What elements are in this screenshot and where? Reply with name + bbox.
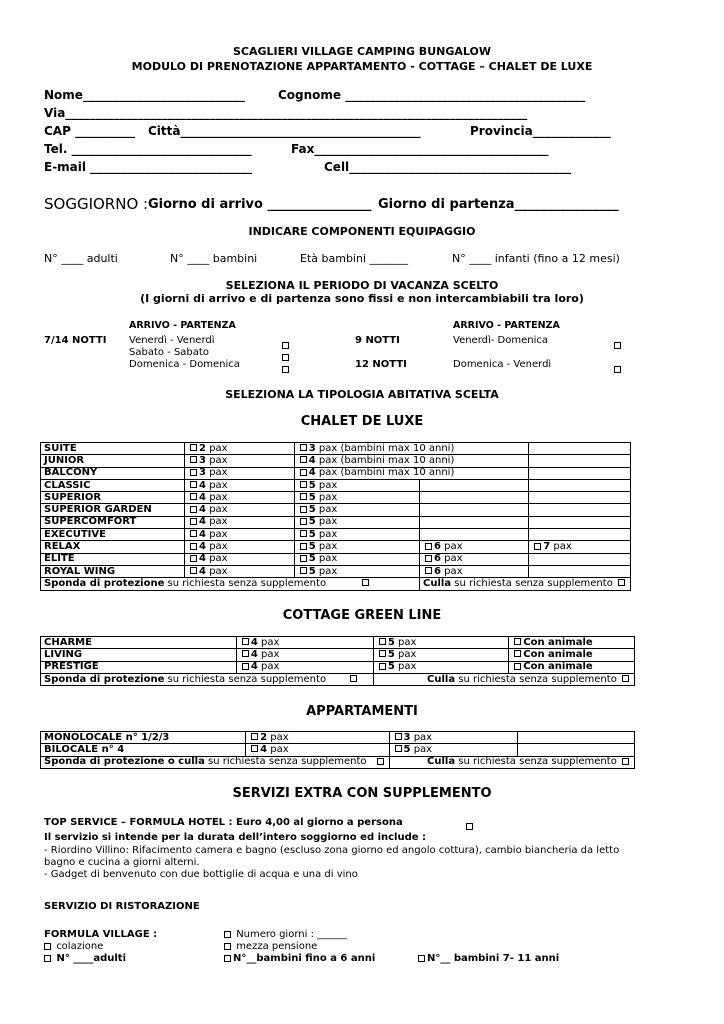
table-row [41, 492, 631, 504]
via-field[interactable]: Via_____________________________________________________________________________ [44, 106, 528, 120]
cottage-table [40, 636, 635, 686]
pax-option[interactable]: 4 pax [236, 649, 373, 661]
app-sponda-row: Sponda di protezione o culla su richiesta senza supplemento [41, 756, 390, 768]
checkbox-icon [300, 456, 307, 463]
adulti-option[interactable]: N° ____adulti [42, 953, 126, 964]
pax-option[interactable]: 3 pax [185, 467, 295, 479]
pax-option[interactable]: 5 pax [373, 661, 508, 673]
table-row [41, 529, 631, 541]
checkbox-icon [224, 931, 231, 938]
periodo-title: SELEZIONA IL PERIODO DI VACANZA SCELTO [225, 279, 499, 292]
checkbox-icon [242, 650, 249, 657]
row-name: MONOLOCALE n° 1/2/3 [41, 732, 246, 744]
checkbox-icon [300, 567, 307, 574]
pax-option[interactable]: 4 pax [185, 553, 295, 565]
bambini-6-option[interactable]: N°__bambini fino a 6 anni [222, 953, 375, 964]
notti-9-label: 9 NOTTI [355, 335, 400, 346]
con-animale-option[interactable]: Con animale [509, 661, 635, 673]
pax-option[interactable]: 6 pax [420, 565, 529, 577]
periodo-option-dom-ven: Domenica - Venerdì [453, 359, 552, 370]
pax-option[interactable]: 4 pax [236, 637, 373, 649]
checkbox-icon [300, 506, 307, 513]
table-row [41, 744, 635, 756]
email-field[interactable]: E-mail ___________________________ [44, 160, 253, 174]
checkbox-icon [379, 638, 386, 645]
appartamenti-table [40, 731, 635, 769]
eta-bambini-field[interactable]: Età bambini _______ [300, 252, 409, 265]
checkbox-icon [190, 530, 197, 537]
checkbox-icon [190, 518, 197, 525]
nome-field[interactable]: Nome___________________________ [44, 88, 245, 102]
row-name: SUPERIOR GARDEN [41, 504, 185, 516]
app-sponda-checkbox[interactable] [377, 758, 384, 765]
checkbox-icon [300, 543, 307, 550]
table-row [41, 661, 635, 673]
checkbox-icon [395, 745, 402, 752]
header-line-2: MODULO DI PRENOTAZIONE APPARTAMENTO - COTTAGE – CHALET DE LUXE [131, 60, 593, 73]
checkbox-icon [190, 481, 197, 488]
checkbox-dom-dom[interactable] [280, 359, 291, 378]
pax-option[interactable]: 4 pax [185, 479, 295, 491]
cottage-culla-row: Culla su richiesta senza supplemento [373, 673, 634, 685]
pax-option[interactable]: 5 pax [294, 492, 419, 504]
checkbox-dom-ven[interactable] [612, 359, 623, 378]
pax-option[interactable]: 5 pax [373, 637, 508, 649]
checkbox-icon [190, 567, 197, 574]
header-line-1: SCAGLIERI VILLAGE CAMPING BUNGALOW [233, 45, 491, 58]
checkbox-icon [190, 493, 197, 500]
chalet-title: CHALET DE LUXE [300, 414, 424, 429]
numero-giorni-option[interactable]: Numero giorni : ______ [222, 929, 347, 940]
row-name: SUPERCOMFORT [41, 516, 185, 528]
servizio-item-1b: bagno e cucina a giorni alterni. [44, 857, 200, 868]
notti-7-14-label: 7/14 NOTTI [44, 335, 107, 346]
checkbox-icon [224, 955, 231, 962]
appartamenti-title: APPARTAMENTI [306, 704, 418, 719]
table-row [41, 541, 631, 553]
checkbox-icon [44, 955, 51, 962]
row-name: SUITE [41, 443, 185, 455]
chalet-sponda-checkbox[interactable] [362, 579, 369, 586]
chalet-sponda-row: Sponda di protezione su richiesta senza supplemento [41, 578, 420, 590]
checkbox-icon [224, 943, 231, 950]
partenza-field[interactable]: Giorno di partenza________________ [378, 197, 619, 212]
pax-option[interactable]: 5 pax [294, 504, 419, 516]
table-row [41, 637, 635, 649]
table-row [41, 732, 635, 744]
pax-option[interactable]: 2 pax [185, 443, 295, 455]
cottage-title: COTTAGE GREEN LINE [282, 608, 442, 623]
pax-option[interactable]: 4 pax [185, 492, 295, 504]
checkbox-icon [534, 543, 541, 550]
table-row [41, 553, 631, 565]
pax-option[interactable]: 5 pax [373, 649, 508, 661]
chalet-table [40, 442, 631, 591]
table-row [41, 516, 631, 528]
checkbox-icon [190, 555, 197, 562]
row-name: SUPERIOR [41, 492, 185, 504]
tipologia-title: SELEZIONA LA TIPOLOGIA ABITATIVA SCELTA [225, 388, 499, 401]
row-name: JUNIOR [41, 455, 185, 467]
checkbox-icon [418, 955, 425, 962]
periodo-col-header-right: ARRIVO - PARTENZA [453, 320, 560, 331]
chalet-culla-checkbox[interactable] [618, 579, 625, 586]
mezza-pensione-option[interactable]: mezza pensione [222, 941, 317, 952]
soggiorno-label: SOGGIORNO : [44, 195, 149, 213]
pax-option[interactable]: 6 pax [420, 541, 529, 553]
pax-option[interactable]: 5 pax [294, 565, 419, 577]
checkbox-icon [190, 469, 197, 476]
row-name: BILOCALE n° 4 [41, 744, 246, 756]
pax-option[interactable]: 5 pax [294, 529, 419, 541]
colazione-option[interactable]: colazione [42, 941, 103, 952]
app-culla-row: Culla su richiesta senza supplemento [389, 756, 634, 768]
pax-option[interactable]: 7 pax [529, 541, 631, 553]
adulti-field[interactable]: N° ____ adulti [44, 252, 118, 265]
table-row [41, 443, 631, 455]
pax-option[interactable]: 3 pax [389, 732, 518, 744]
checkbox-icon [379, 650, 386, 657]
arrivo-field[interactable]: Giorno di arrivo ________________ [148, 197, 372, 212]
pax-option[interactable]: 3 pax [185, 455, 295, 467]
table-row [41, 467, 631, 479]
pax-option[interactable]: 5 pax [294, 479, 419, 491]
checkbox-icon [425, 555, 432, 562]
citta-field[interactable]: Città________________________________________ [148, 124, 421, 138]
con-animale-option[interactable]: Con animale [509, 649, 635, 661]
provincia-field[interactable]: Provincia_____________ [470, 124, 611, 138]
checkbox-icon [300, 555, 307, 562]
row-name: CLASSIC [41, 479, 185, 491]
checkbox-ven-dom[interactable] [612, 335, 623, 354]
pax-option[interactable]: 4 pax [185, 516, 295, 528]
con-animale-option[interactable]: Con animale [509, 637, 635, 649]
fax-field[interactable]: Fax_______________________________________ [291, 142, 549, 156]
row-name: LIVING [41, 649, 237, 661]
row-name: ROYAL WING [41, 565, 185, 577]
checkbox-icon [395, 733, 402, 740]
cell-field[interactable]: Cell_____________________________________ [324, 160, 572, 174]
pax-option[interactable]: 4 pax [185, 504, 295, 516]
checkbox-icon [300, 444, 307, 451]
tel-field[interactable]: Tel. ______________________________ [44, 142, 252, 156]
periodo-option-ven-ven: Venerdì - Venerdì [129, 335, 215, 346]
table-row [41, 504, 631, 516]
pax-option[interactable]: 4 pax [185, 529, 295, 541]
chalet-culla-row: Culla su richiesta senza supplemento [420, 578, 631, 590]
periodo-option-dom-dom: Domenica - Domenica [129, 359, 240, 370]
top-service-label: TOP SERVICE – FORMULA HOTEL : Euro 4,00 al giorno a persona [44, 817, 403, 828]
checkbox-icon [242, 663, 249, 670]
infanti-field[interactable]: N° ____ infanti (fino a 12 mesi) [452, 252, 620, 265]
row-name: BALCONY [41, 467, 185, 479]
cognome-field[interactable]: Cognome ________________________________________ [278, 88, 586, 102]
periodo-subtitle: (I giorni di arrivo e di partenza sono fissi e non intercambiabili tra loro) [140, 292, 584, 305]
table-row [41, 565, 631, 577]
pax-option[interactable]: 4 pax (bambini max 10 anni) [294, 455, 528, 467]
cottage-sponda-row: Sponda di protezione su richiesta senza supplemento [41, 673, 374, 685]
table-row [41, 479, 631, 491]
bambini-field[interactable]: N° ____ bambini [170, 252, 258, 265]
top-service-checkbox[interactable] [464, 816, 475, 835]
pax-option[interactable]: 4 pax [236, 661, 373, 673]
row-name: EXECUTIVE [41, 529, 185, 541]
checkbox-icon [251, 745, 258, 752]
checkbox-icon [300, 469, 307, 476]
checkbox-icon [190, 456, 197, 463]
ristorazione-title: SERVIZIO DI RISTORAZIONE [44, 901, 200, 912]
pax-option[interactable]: 5 pax [294, 553, 419, 565]
checkbox-icon [300, 530, 307, 537]
servizio-item-2: - Gadget di benvenuto con due bottiglie di acqua e una di vino [44, 869, 358, 880]
bambini-7-11-option[interactable]: N°__ bambini 7- 11 anni [416, 953, 559, 964]
row-name: PRESTIGE [41, 661, 237, 673]
checkbox-icon [425, 543, 432, 550]
pax-option[interactable]: 5 pax [294, 541, 419, 553]
pax-option[interactable]: 3 pax (bambini max 10 anni) [294, 443, 528, 455]
table-row [41, 455, 631, 467]
checkbox-icon [514, 638, 521, 645]
checkbox-icon [190, 543, 197, 550]
checkbox-icon [514, 663, 521, 670]
row-name: RELAX [41, 541, 185, 553]
checkbox-icon [379, 663, 386, 670]
formula-village-label: FORMULA VILLAGE : [44, 929, 158, 940]
checkbox-icon [514, 650, 521, 657]
pax-option[interactable]: 6 pax [420, 553, 529, 565]
notti-12-label: 12 NOTTI [355, 359, 407, 370]
pax-option[interactable]: 5 pax [294, 516, 419, 528]
cottage-culla-checkbox[interactable] [622, 675, 629, 682]
pax-option[interactable]: 2 pax [246, 732, 389, 744]
pax-option[interactable]: 4 pax [185, 541, 295, 553]
checkbox-icon [190, 444, 197, 451]
cap-field[interactable]: CAP __________ [44, 124, 136, 138]
equipaggio-title: INDICARE COMPONENTI EQUIPAGGIO [248, 225, 476, 238]
checkbox-icon [300, 493, 307, 500]
periodo-col-header-left: ARRIVO - PARTENZA [129, 320, 236, 331]
pax-option[interactable]: 4 pax (bambini max 10 anni) [294, 467, 528, 479]
checkbox-icon [300, 518, 307, 525]
servizio-item-1a: - Riordino Villino: Rifacimento camera e bagno (escluso zona giorno ed angolo cottura), cambio biancheria da letto [44, 845, 620, 856]
checkbox-icon [44, 943, 51, 950]
checkbox-icon [300, 481, 307, 488]
checkbox-icon [242, 638, 249, 645]
cottage-sponda-checkbox[interactable] [350, 675, 357, 682]
row-name: CHARME [41, 637, 237, 649]
pax-option[interactable]: 4 pax [185, 565, 295, 577]
checkbox-icon [190, 506, 197, 513]
periodo-option-sab-sab: Sabato - Sabato [129, 347, 209, 358]
servizio-include: Il servizio si intende per la durata dell’intero soggiorno ed include : [44, 832, 427, 843]
row-name: ELITE [41, 553, 185, 565]
servizi-title: SERVIZI EXTRA CON SUPPLEMENTO [232, 786, 492, 801]
pax-option[interactable]: 5 pax [389, 744, 518, 756]
app-culla-checkbox[interactable] [622, 758, 629, 765]
pax-option[interactable]: 4 pax [246, 744, 389, 756]
periodo-option-ven-dom: Venerdì- Domenica [453, 335, 549, 346]
checkbox-icon [251, 733, 258, 740]
table-row [41, 649, 635, 661]
checkbox-icon [425, 567, 432, 574]
